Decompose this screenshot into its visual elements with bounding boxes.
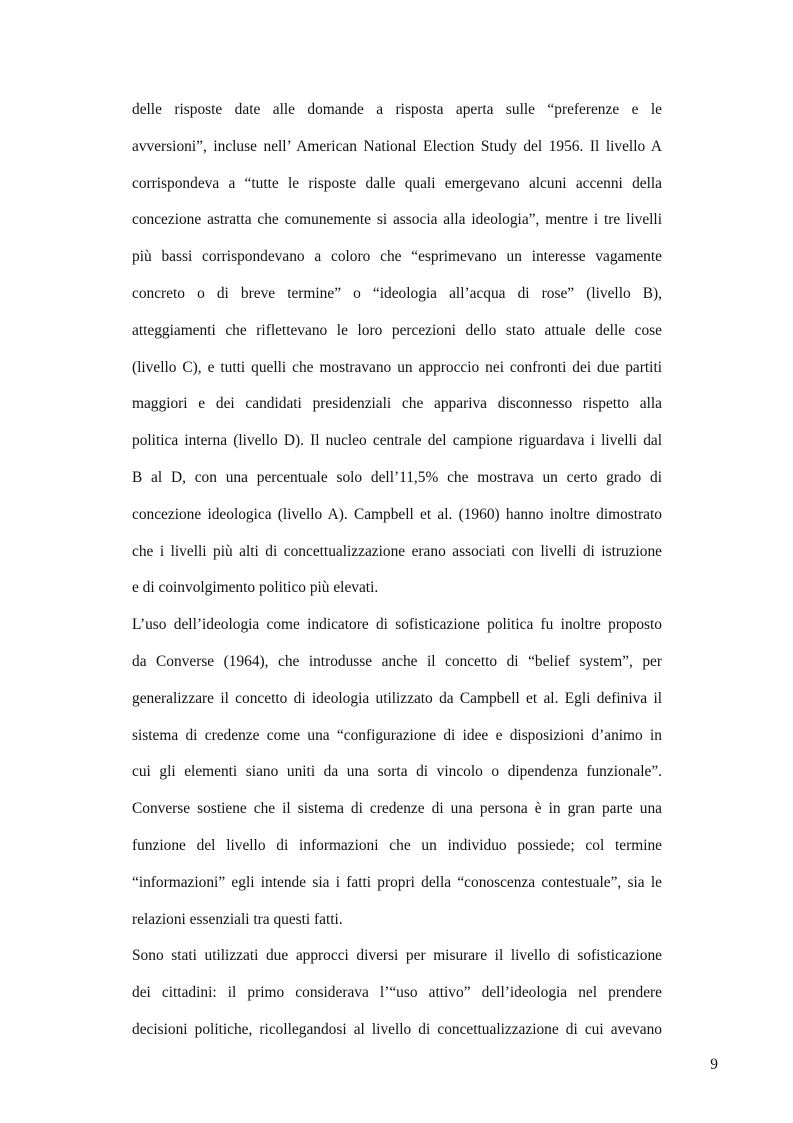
text-line: decisioni politiche, ricollegandosi al livello di concettualizzazione di cui avevano (132, 1020, 662, 1038)
text-line: maggiori e dei candidati presidenziali che appariva disconnesso rispetto alla (132, 395, 662, 413)
text-line: relazioni essenziali tra questi fatti. (132, 910, 343, 928)
text-line: L’uso dell’ideologia come indicatore di sofisticazione politica fu inoltre proposto (132, 616, 662, 634)
body-text (132, 92, 662, 1049)
text-line: B al D, con una percentuale solo dell’11,5% che mostrava un certo grado di (132, 468, 662, 486)
text-line: politica interna (livello D). Il nucleo centrale del campione riguardava i livelli dal (132, 432, 662, 450)
text-line: delle risposte date alle domande a risposta aperta sulle “preferenze e le (132, 101, 662, 118)
text-line: “informazioni” egli intende sia i fatti propri della “conoscenza contestuale”, sia le (132, 873, 662, 891)
text-line: (livello C), e tutti quelli che mostravano un approccio nei confronti dei due partiti (132, 358, 662, 376)
text-line: da Converse (1964), che introdusse anche il concetto di “belief system”, per (132, 652, 662, 670)
text-line: avversioni”, incluse nell’ American National Election Study del 1956. Il livello A (132, 137, 662, 155)
text-line: dei cittadini: il primo considerava l’“uso attivo” dell’ideologia nel prendere (132, 984, 662, 1002)
text-line: che i livelli più alti di concettualizzazione erano associati con livelli di istruzione (132, 542, 662, 560)
text-line: concezione astratta che comunemente si associa alla ideologia”, mentre i tre livelli (132, 211, 662, 229)
text-line: cui gli elementi siano uniti da una sorta di vincolo o dipendenza funzionale”. (132, 763, 662, 781)
text-line: generalizzare il concetto di ideologia utilizzato da Campbell et al. Egli definiva il (132, 689, 662, 707)
page-number: 9 (710, 1056, 718, 1073)
text-line: Converse sostiene che il sistema di credenze di una persona è in gran parte una (132, 800, 662, 818)
text-line: concreto o di breve termine” o “ideologia all’acqua di rose” (livello B), (132, 284, 662, 302)
text-line: corrispondeva a “tutte le risposte dalle quali emergevano alcuni accenni della (132, 174, 662, 192)
text-line: funzione del livello di informazioni che un individuo possiede; col termine (132, 836, 662, 854)
text-line: e di coinvolgimento politico più elevati. (132, 579, 379, 597)
text-line: più bassi corrispondevano a coloro che “esprimevano un interesse vagamente (132, 248, 662, 266)
text-line: atteggiamenti che riflettevano le loro percezioni dello stato attuale delle cose (132, 321, 662, 339)
text-line: concezione ideologica (livello A). Campbell et al. (1960) hanno inoltre dimostrato (132, 505, 662, 523)
text-line: Sono stati utilizzati due approcci diversi per misurare il livello di sofisticazione (132, 947, 662, 965)
text-line: sistema di credenze come una “configurazione di idee e disposizioni d’animo in (132, 726, 662, 744)
